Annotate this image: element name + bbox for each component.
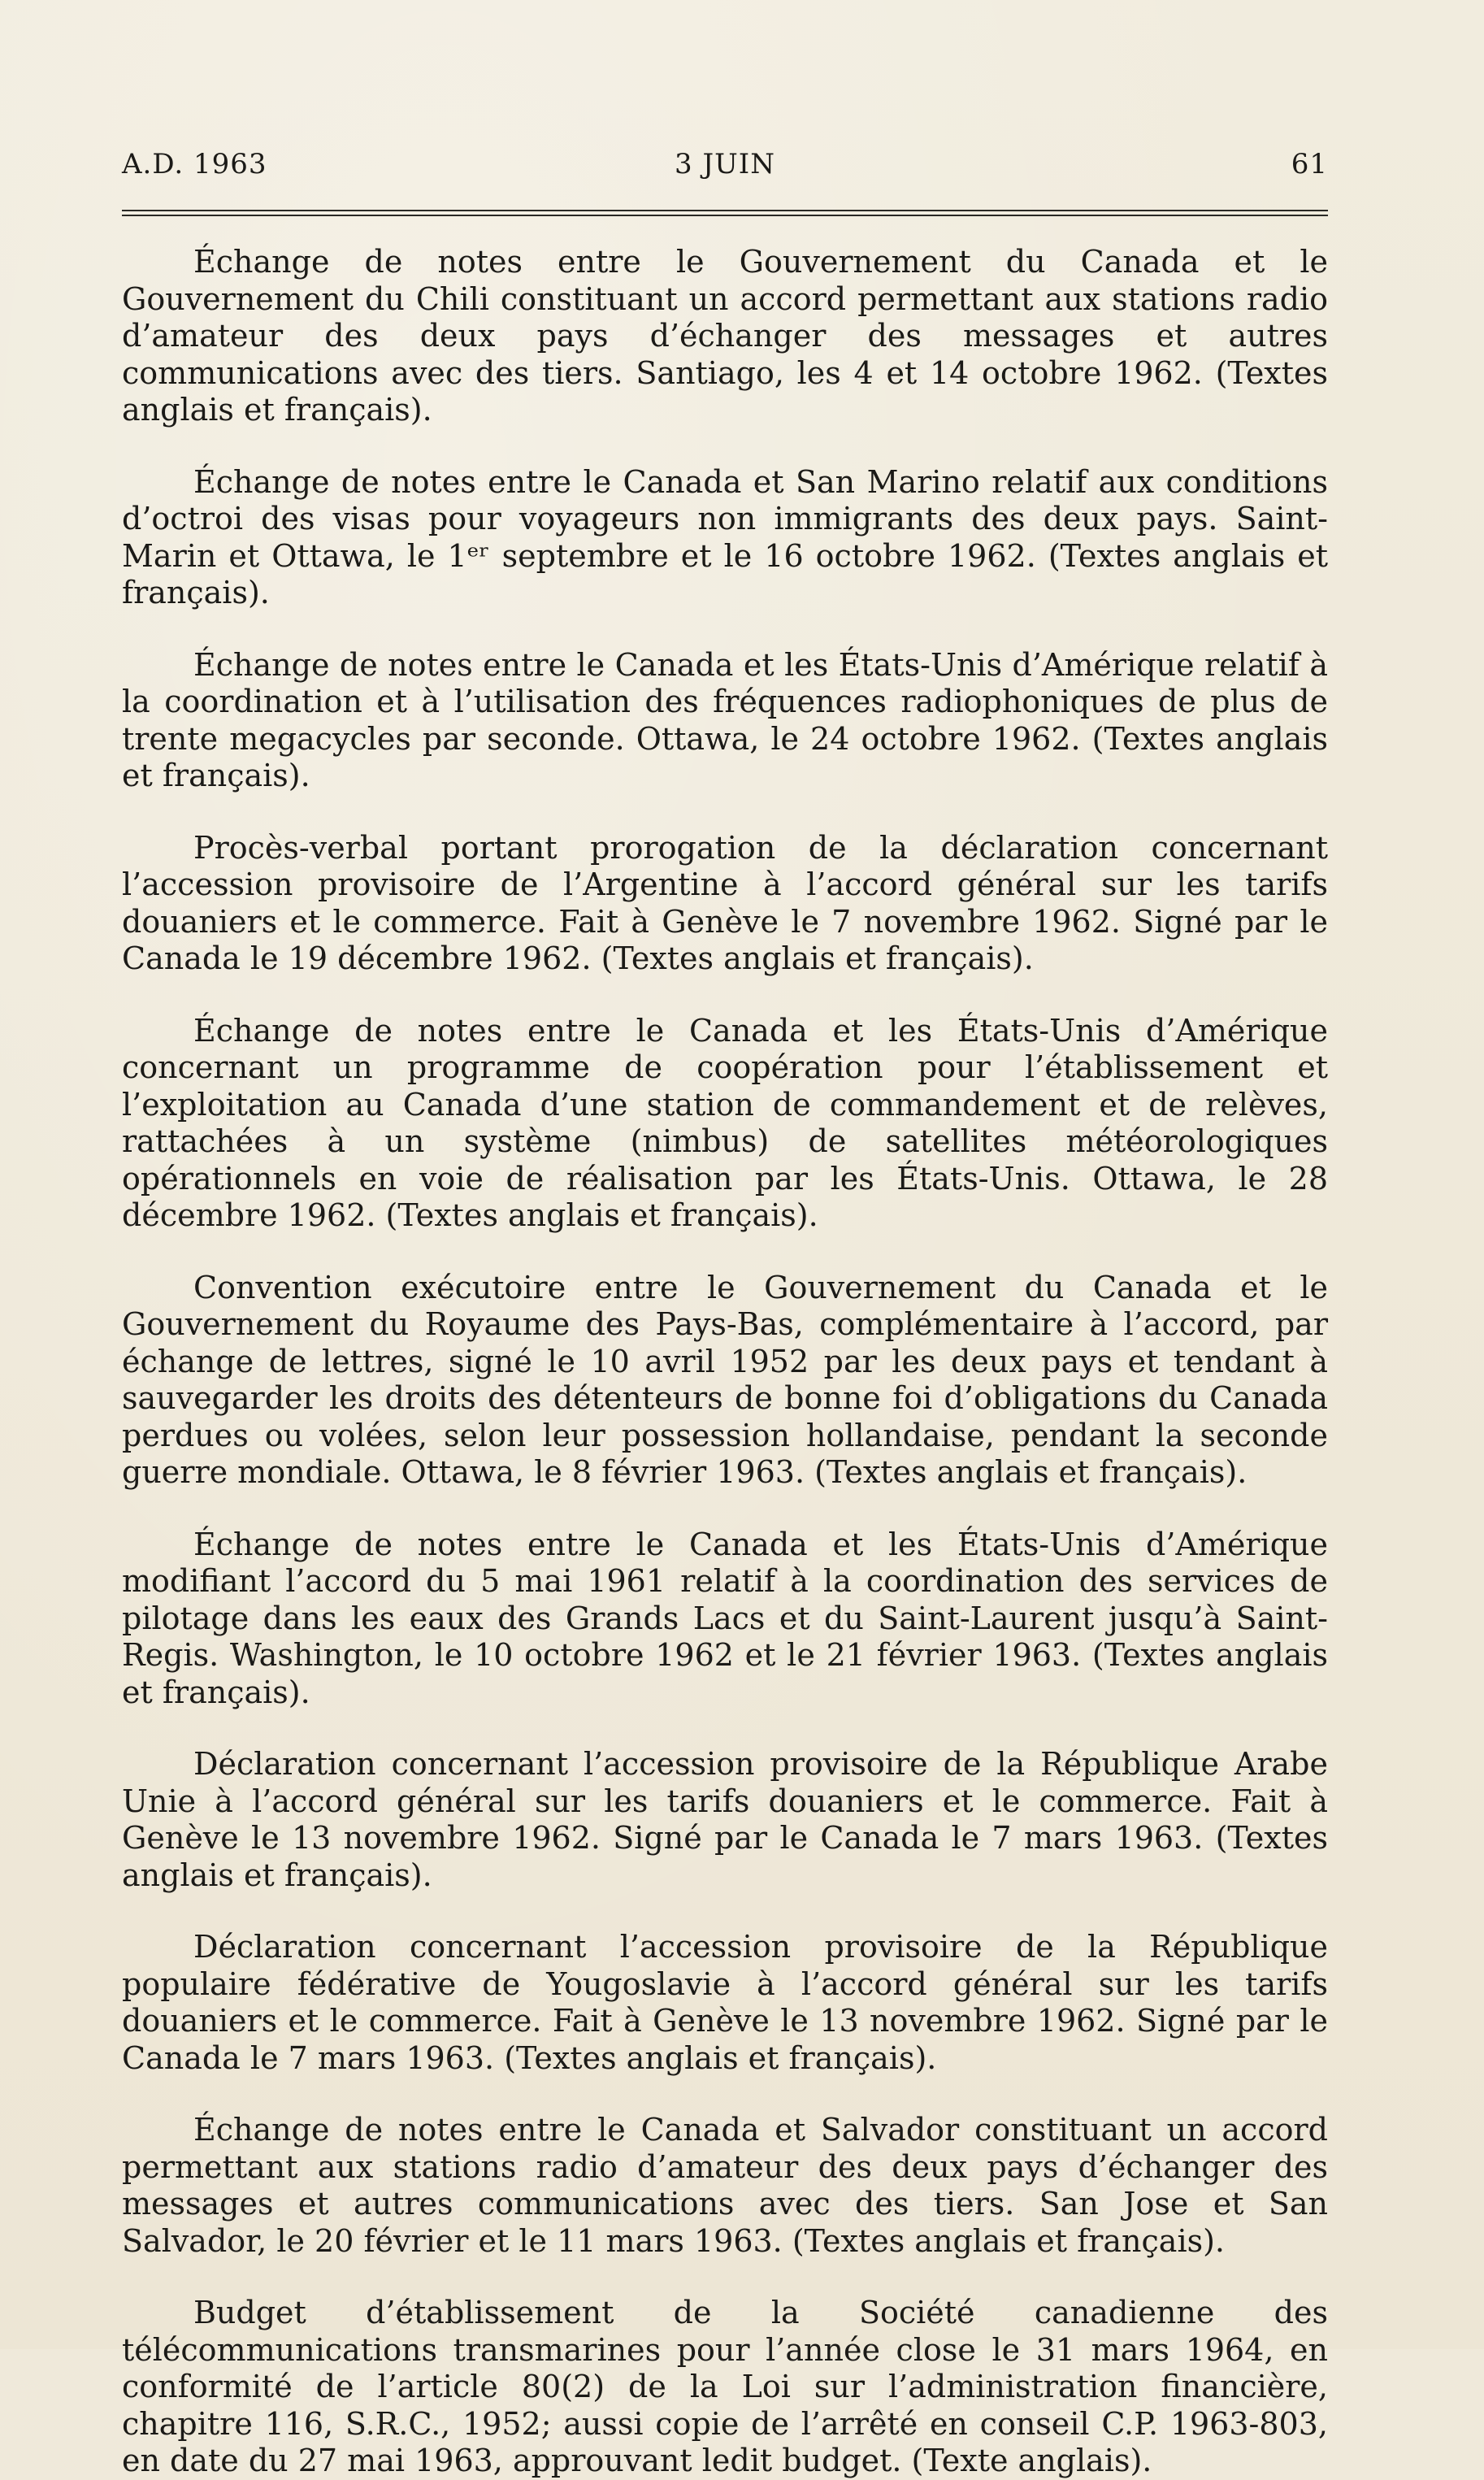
running-head: [122, 148, 1328, 189]
header-double-rule: [122, 210, 1328, 216]
entry-salvador-radio-amateur: Échange de notes entre le Canada et Salvador constituant un accord permettant aux stations radio d’amateur des deux pays d’échanger des messages et autres communications avec des tiers. San Jose et San Salvador, le 20 février et le 11 mars 1963. (Textes anglais et français).: [122, 2112, 1328, 2259]
entry-rau-declaration: Déclaration concernant l’accession provisoire de la République Arabe Unie à l’accord général sur les tarifs douaniers et le commerce. Fait à Genève le 13 novembre 1962. Signé par le Canada le 7 mars 1963. (Textes anglais et français).: [122, 1746, 1328, 1893]
page-number: 61: [1291, 148, 1328, 180]
entry-yougoslavie-declaration: Déclaration concernant l’accession provisoire de la République populaire fédérative de Yougoslavie à l’accord général sur les tarifs douaniers et le commerce. Fait à Genève le 13 novembre 1962. Signé par le Canada le 7 mars 1963. (Textes anglais et français).: [122, 1929, 1328, 2076]
entry-pays-bas-convention: Convention exécutoire entre le Gouvernement du Canada et le Gouvernement du Royaume des Pays-Bas, complémentaire à l’accord, par échange de lettres, signé le 10 avril 1952 par les deux pays et tendant à sauvegarder les droits des détenteurs de bonne foi d’obligations du Canada perdues ou volées, selon leur possession hollandaise, pendant la seconde guerre mondiale. Ottawa, le 8 février 1963. (Textes anglais et français).: [122, 1269, 1328, 1490]
body-text: [122, 244, 1328, 2480]
header-year: A.D. 1963: [122, 148, 267, 180]
entry-usa-frequences: Échange de notes entre le Canada et les États-Unis d’Amérique relatif à la coordination et à l’utilisation des fréquences radiophoniques de plus de trente megacycles par seconde. Ottawa, le 24 octobre 1962. (Textes anglais et français).: [122, 646, 1328, 793]
entry-budget-telecommunications: Budget d’établissement de la Société canadienne des télécommunications transmarines pour l’année close le 31 mars 1964, en conformité de l’article 80(2) de la Loi sur l’administration financière, chapitre 116, S.R.C., 1952; aussi copie de l’arrêté en conseil C.P. 1963-803, en date du 27 mai 1963, approuvant ledit budget. (Texte anglais).: [122, 2295, 1328, 2478]
entry-san-marino-visas: Échange de notes entre le Canada et San Marino relatif aux conditions d’octroi des visas pour voyageurs non immigrants des deux pays. Saint-Marin et Ottawa, le 1ᵉʳ septembre et le 16 octobre 1962. (Textes anglais et français).: [122, 463, 1328, 610]
entry-argentine-proces-verbal: Procès-verbal portant prorogation de la déclaration concernant l’accession provisoire de l’Argentine à l’accord général sur les tarifs douaniers et le commerce. Fait à Genève le 7 novembre 1962. Signé par le Canada le 19 décembre 1962. (Textes anglais et français).: [122, 829, 1328, 976]
header-date: 3 JUIN: [675, 148, 775, 180]
entry-chili-radio-amateur: Échange de notes entre le Gouvernement du Canada et le Gouvernement du Chili constituant un accord permettant aux stations radio d’amateur des deux pays d’échanger des messages et autres communications avec des tiers. Santiago, les 4 et 14 octobre 1962. (Textes anglais et français).: [122, 244, 1328, 428]
entry-usa-pilotage: Échange de notes entre le Canada et les États-Unis d’Amérique modifiant l’accord du 5 mai 1961 relatif à la coordination des services de pilotage dans les eaux des Grands Lacs et du Saint-Laurent jusqu’à Saint-Regis. Washington, le 10 octobre 1962 et le 21 février 1963. (Textes anglais et français).: [122, 1526, 1328, 1710]
entry-usa-satellites: Échange de notes entre le Canada et les États-Unis d’Amérique concernant un programme de coopération pour l’établissement et l’exploitation au Canada d’une station de commandement et de relèves, rattachées à un système (nimbus) de satellites météorologiques opérationnels en voie de réalisation par les États-Unis. Ottawa, le 28 décembre 1962. (Textes anglais et français).: [122, 1012, 1328, 1233]
